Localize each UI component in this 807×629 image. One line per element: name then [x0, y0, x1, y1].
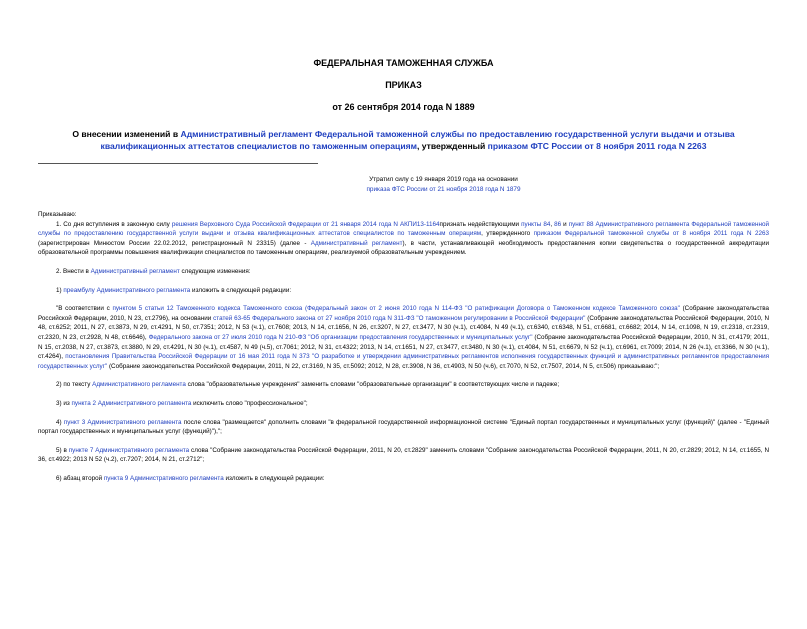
resolution-373-link[interactable]: постановления Правительства Российской Федерации от 16 мая 2011 года N 373 "О разработке и утверждении административных регламентов исполнения государственных функций и административных регламентов предоставления государственных услуг": [38, 353, 769, 370]
text: (Собрание законодательства Российской Федерации, 2011, N 22, ст.3169, N 35, ст.5092; 2012, N 28, ст.3908, N 36, ст.4903, N 50 (ч.6), ст.7070, N 52, ст.7507, 2014, N 5, ст.506) приказываю:";: [107, 362, 660, 370]
text: (зарегистрирован Минюстом России 22.02.2012, регистрационный N 23315) (далее -: [38, 239, 311, 247]
text: (Собрание законодательства Российской Федерации, 2010, N 23, ст.2796), на основании: [38, 305, 769, 322]
text: (Собрание законодательства Российской Федерации, 2010, N 48, ст.6252; 2011, N 27, ст.3873, N 29, ст.4291, N 50, ст.7351; 2012, N 53 (ч.1), ст.7608; 2013, N 14, ст.1656, N 26, ст.3207, N 27, ст.3477, N 30 (ч.1), ст.4084, N 49 (ч.1), ст.6340, ст.6348, N 51, ст.6681, ст.6682; 2014, N 14, ст.1098, N 19, ст.2318, ст.2319, ст.2320, N 23, ст.2928, N 48, ст.6646),: [38, 314, 769, 341]
document-date-number: от 26 сентября 2014 года N 1889: [332, 102, 475, 112]
title-regulation-link[interactable]: Административный регламент Федеральной таможенной службы по предоставлению государственной услуги выдачи и отзыва квалификационных аттестатов специалистов по таможенным операциям: [100, 129, 735, 151]
paragraph-5: [38, 380, 769, 390]
text: слова "образовательные учреждения" заменить словами "образовательные организации" в соответствующих числе и падеже;: [185, 381, 560, 389]
clause-88-link[interactable]: пункт 88 Административного регламента Федеральной таможенной службы по предоставлению государственной услуги выдачи и отзыва квалификационных аттестатов специалистов по таможенным операциям: [38, 220, 769, 238]
clause-2-link[interactable]: пункта 2 Административного регламента: [71, 399, 192, 407]
clause-84-link[interactable]: пункты 84: [521, 220, 551, 228]
text: после слова "размещается" дополнить словами "в федеральной государственной информационной системе "Единый портал государственных и муниципальных услуг (функций)" (далее - "Единый портал государственных и муниципальных услуг (функций)"),";: [38, 418, 769, 436]
paragraph-7: [38, 418, 769, 437]
text: изложить в следующей редакции:: [223, 474, 325, 482]
text: ), в части, устанавливающей необходимость предоставления копии свидетельства о государственной аккредитации образовательной программы повышения квалификации специалистов по таможенным операциям, реализуемой образовательным учреждением.: [38, 239, 769, 257]
status-note: [38, 175, 769, 195]
text: 6) абзац второй: [56, 474, 104, 482]
regulation-link[interactable]: Административного регламента: [92, 381, 186, 389]
paragraph-6: [38, 399, 769, 409]
clause-86-link[interactable]: 86: [554, 220, 562, 228]
title-order-link[interactable]: приказом ФТС России от 8 ноября 2011 года N 2263: [487, 141, 707, 151]
text: следующие изменения:: [179, 267, 251, 275]
document-type: ПРИКАЗ: [385, 80, 422, 90]
paragraph-1: [38, 220, 769, 258]
text: 1): [56, 286, 64, 294]
text: 1. Со дня вступления в законную силу: [56, 220, 172, 228]
text: 2) по тексту: [56, 381, 93, 389]
clause-9-link[interactable]: пункта 9 Административного регламента: [103, 474, 224, 482]
paragraph-3: [38, 286, 769, 296]
preamble-link[interactable]: преамбулу Административного регламента: [63, 286, 191, 294]
text: (Собрание законодательства Российской Федерации, 2010, N 31, ст.4179; 2011, N 15, ст.2038, N 27, ст.3873, ст.3880, N 29, ст.4291, N 30 (ч.1), ст.4587, N 49 (ч.5), ст.7061; 2012, N 31, ст.4322; 2013, N 14, ст.1651, N 27, ст.3477, ст.3480, N 30 (ч.1), ст.4084, N 51, ст.6679, N 52 (ч.1), ст.6961, ст.7009; 2014, N 26 (ч.1), ст.3366, N 30 (ч.1), ст.4264),: [38, 333, 769, 361]
text: 5) в: [56, 446, 69, 454]
text: "В соответствии с: [56, 305, 113, 313]
text: ,: [550, 220, 555, 228]
text: , утвержденного: [481, 230, 534, 238]
paragraph-2: [38, 267, 769, 277]
separator-line: [38, 163, 318, 164]
regulation-link[interactable]: Административный регламент: [310, 239, 403, 247]
law-210-link[interactable]: Федерального закона от 27 июля 2010 года N 210-ФЗ "Об организации предоставления государственных и муниципальных услуг": [148, 333, 533, 341]
text: исключить слово "профессиональное";: [191, 399, 308, 407]
paragraph-9: [38, 474, 769, 484]
status-order-link[interactable]: приказа ФТС России от 21 ноября 2018 года N 1879: [366, 186, 521, 193]
court-decision-link[interactable]: решения Верховного Суда Российской Федерации от 21 января 2014 года N АКПИ13-1164: [171, 220, 440, 228]
agency-heading: ФЕДЕРАЛЬНАЯ ТАМОЖЕННАЯ СЛУЖБА: [313, 58, 494, 68]
text: 3) из: [56, 399, 72, 407]
paragraph-8: [38, 446, 769, 465]
paragraph-4: [38, 304, 769, 371]
document-body: [38, 210, 769, 483]
title-middle: , утвержденный: [416, 141, 488, 151]
status-line: Утратил силу с 19 января 2019 года на основании: [369, 176, 518, 183]
text: и: [561, 220, 569, 228]
document-page: [0, 58, 807, 629]
regulation-link[interactable]: Административный регламент: [90, 267, 180, 275]
customs-code-link[interactable]: пунктом 5 статьи 12 Таможенного кодекса Таможенного союза (Федеральный закон от 2 июня 2010 года N 114-ФЗ "О ратификации Договора о Таможенном кодексе Таможенного союза": [112, 305, 680, 313]
text: 4): [56, 418, 64, 426]
law-311-link[interactable]: статей 63-65 Федерального закона от 27 ноября 2010 года N 311-ФЗ "О таможенном регулировании в Российской Федерации": [213, 314, 586, 322]
clause-7-link[interactable]: пункте 7 Административного регламента: [68, 446, 190, 454]
document-title: [38, 128, 769, 152]
title-prefix: О внесении изменений в: [72, 129, 181, 139]
order-2263-link[interactable]: приказом Федеральной таможенной службы от 8 ноября 2011 года N 2263: [533, 230, 769, 238]
text: признать недействующими: [439, 220, 522, 228]
text: слова "Собрание законодательства Российской Федерации, 2011, N 20, ст.2829" заменить словами "Собрание законодательства Российской Федерации, 2011, N 20, ст.2829; 2012, N 14, ст.1655, N 36, ст.4922; 2013 N 52 (ч.2), ст.7207; 2014, N 21, ст.2712";: [38, 446, 769, 464]
text: 2. Внести в: [56, 267, 91, 275]
clause-3-link[interactable]: пункт 3 Административного регламента: [63, 418, 182, 426]
text: изложить в следующей редакции:: [190, 286, 292, 294]
order-word: Приказываю:: [38, 211, 77, 218]
